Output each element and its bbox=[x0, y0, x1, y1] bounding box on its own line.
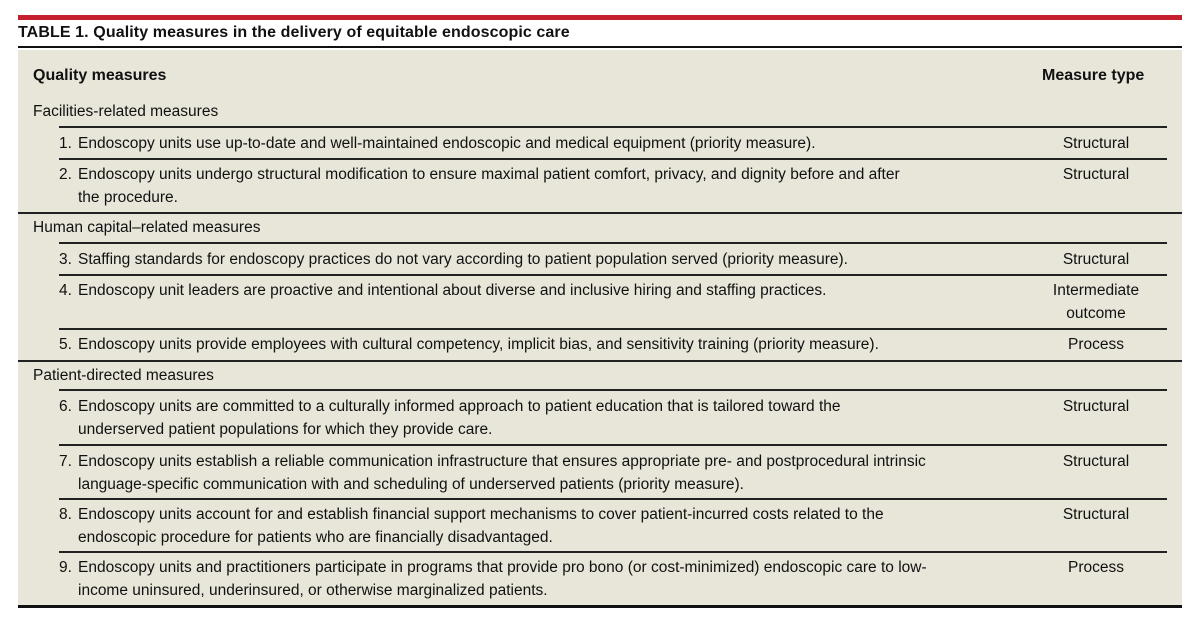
header-measure-type: Measure type bbox=[1042, 67, 1145, 84]
section-divider bbox=[18, 212, 1182, 214]
table-bottom-rule bbox=[18, 605, 1182, 608]
top-accent-rule bbox=[18, 15, 1182, 20]
row-divider bbox=[59, 328, 1167, 330]
measure-type-1: Structural bbox=[1062, 135, 1130, 152]
section-divider bbox=[18, 360, 1182, 362]
row-divider bbox=[59, 551, 1167, 553]
row-divider bbox=[59, 389, 1167, 391]
row-divider bbox=[59, 498, 1167, 500]
measure-type-6: Structural bbox=[1062, 398, 1130, 415]
measure-type-8: Structural bbox=[1062, 506, 1130, 523]
measure-type-4: Intermediate outcome bbox=[1052, 282, 1140, 322]
row-divider bbox=[59, 126, 1167, 128]
section-title-facilities: Facilities-related measures bbox=[33, 103, 219, 120]
measure-type-9: Process bbox=[1068, 559, 1124, 576]
caption-rule bbox=[18, 46, 1182, 48]
measure-type-7: Structural bbox=[1062, 453, 1130, 470]
measure-type-3: Structural bbox=[1062, 251, 1130, 268]
row-divider bbox=[59, 158, 1167, 160]
measure-type-2: Structural bbox=[1062, 166, 1130, 183]
row-divider bbox=[59, 444, 1167, 446]
table-caption: TABLE 1. Quality measures in the delivery of equitable endoscopic care bbox=[18, 24, 570, 41]
section-title-patient-directed: Patient-directed measures bbox=[33, 367, 214, 384]
measure-type-5: Process bbox=[1068, 336, 1124, 353]
row-divider bbox=[59, 242, 1167, 244]
row-divider bbox=[59, 274, 1167, 276]
header-quality-measures: Quality measures bbox=[33, 67, 167, 84]
section-title-human-capital: Human capital–related measures bbox=[33, 219, 261, 236]
